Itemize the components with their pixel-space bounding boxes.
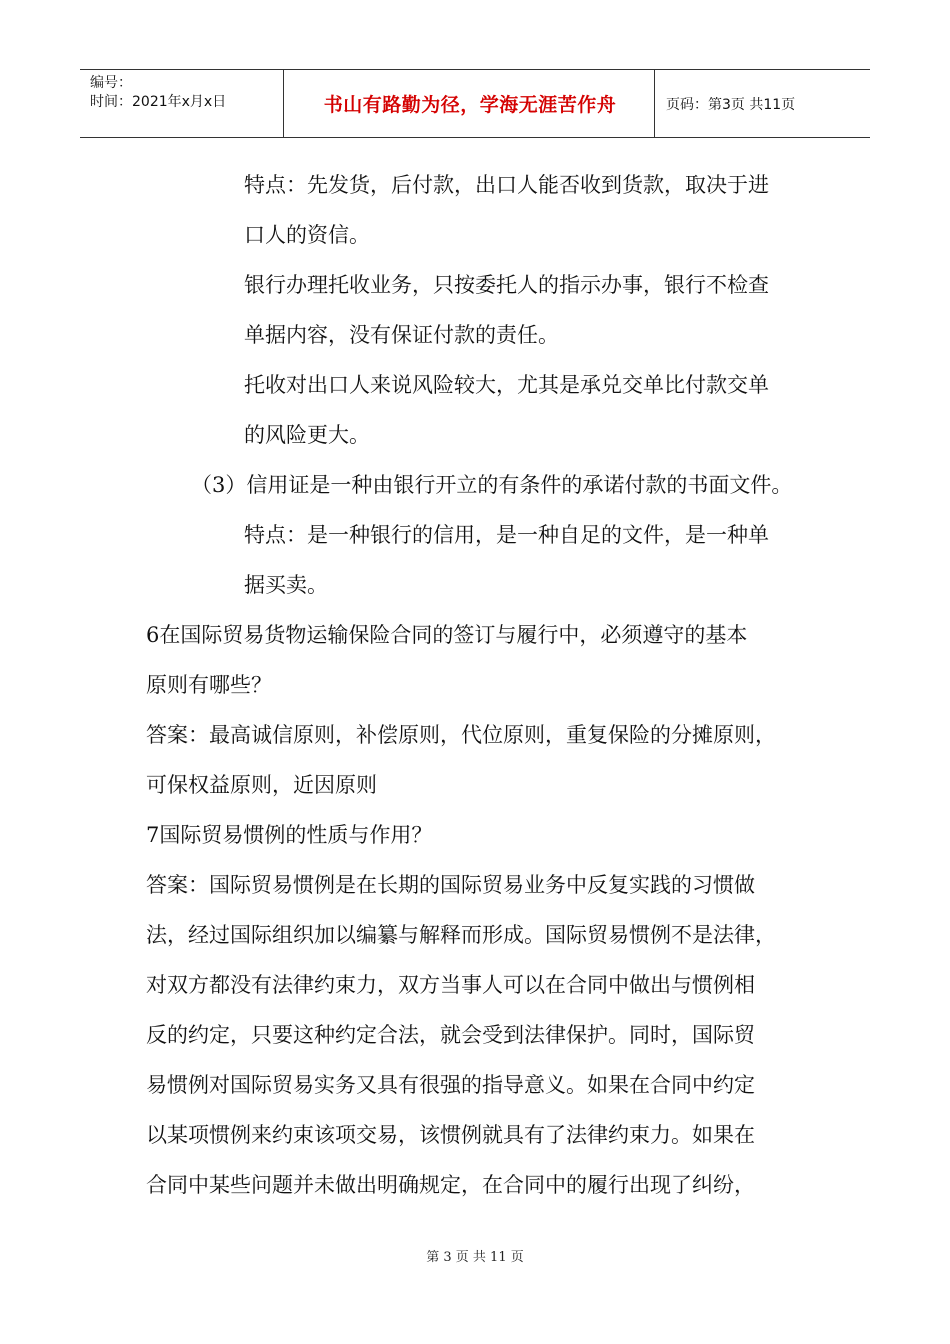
question-line: 7国际贸易惯例的性质与作用？ — [146, 823, 433, 847]
text-line: （3）信用证是一种由银行开立的有条件的承诺付款的书面文件。 — [191, 473, 793, 497]
answer-line: 反的约定，只要这种约定合法，就会受到法律保护。同时，国际贸 — [146, 1023, 755, 1047]
answer-line: 易惯例对国际贸易实务又具有很强的指导意义。如果在合同中约定 — [146, 1073, 755, 1097]
answer-line: 以某项惯例来约束该项交易，该惯例就具有了法律约束力。如果在 — [146, 1123, 755, 1147]
header-divider — [654, 70, 655, 137]
question-line: 原则有哪些？ — [146, 673, 272, 697]
page-footer: 第 3 页 共 11 页 — [426, 1250, 524, 1265]
header-page-label: 页码：第3页 共11页 — [666, 96, 796, 113]
answer-line: 答案：国际贸易惯例是在长期的国际贸易业务中反复实践的习惯做 — [146, 873, 755, 897]
text-line: 口人的资信。 — [244, 223, 370, 247]
text-line: 特点：是一种银行的信用，是一种自足的文件，是一种单 — [244, 523, 769, 547]
header-divider — [283, 70, 284, 137]
date-label: 时间：2021年x月x日 — [90, 94, 227, 110]
header-meta — [90, 74, 280, 112]
text-line: 托收对出口人来说风险较大，尤其是承兑交单比付款交单 — [244, 373, 769, 397]
text-line: 据买卖。 — [244, 573, 328, 597]
text-line: 的风险更大。 — [244, 423, 370, 447]
answer-line: 答案：最高诚信原则，补偿原则，代位原则，重复保险的分摊原则， — [146, 723, 776, 747]
text-line: 银行办理托收业务，只按委托人的指示办事，银行不检查 — [244, 273, 769, 297]
page-header — [80, 69, 870, 138]
text-line: 特点：先发货，后付款，出口人能否收到货款，取决于进 — [244, 173, 769, 197]
number-label: 编号： — [90, 75, 132, 91]
answer-line: 可保权益原则，近因原则 — [146, 773, 377, 797]
question-line: 6在国际贸易货物运输保险合同的签订与履行中，必须遵守的基本 — [146, 623, 748, 647]
answer-line: 对双方都没有法律约束力，双方当事人可以在合同中做出与惯例相 — [146, 973, 755, 997]
header-motto: 书山有路勤为径，学海无涯苦作舟 — [323, 94, 617, 116]
answer-line: 合同中某些问题并未做出明确规定，在合同中的履行出现了纠纷， — [146, 1173, 755, 1197]
answer-line: 法，经过国际组织加以编纂与解释而形成。国际贸易惯例不是法律， — [146, 923, 776, 947]
text-line: 单据内容，没有保证付款的责任。 — [244, 323, 559, 347]
